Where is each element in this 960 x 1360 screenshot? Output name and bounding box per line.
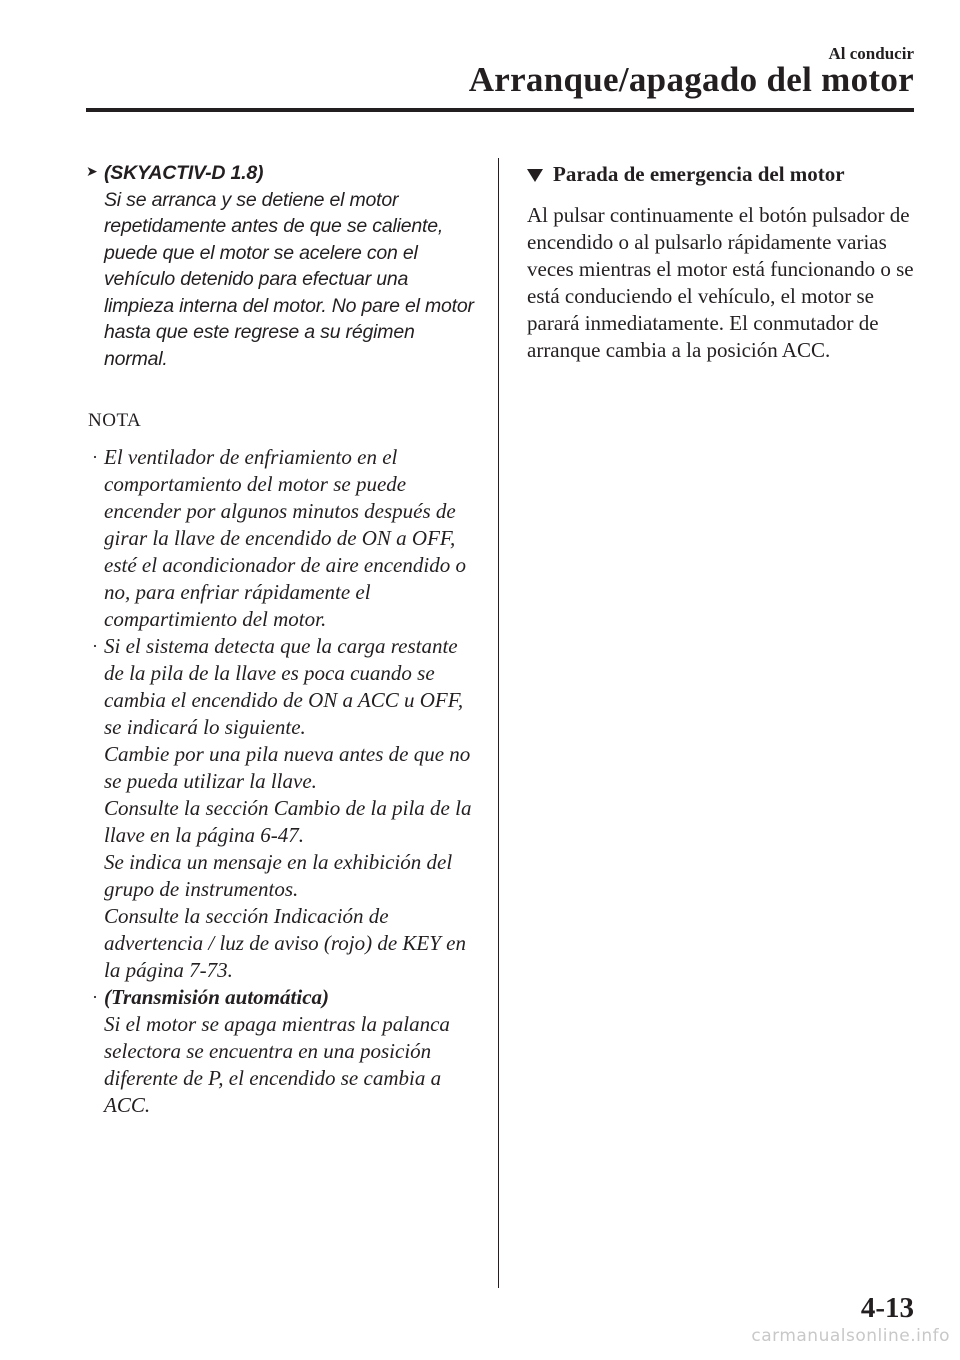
section-heading — [527, 162, 917, 187]
note-content — [104, 444, 482, 633]
warning-block — [86, 160, 482, 372]
note-item — [86, 984, 482, 1119]
left-column — [86, 160, 482, 1119]
header-section-label: Al conducir — [828, 44, 914, 63]
note-line: Consulte la sección Cambio de la pila de la llave en la página 6-47. — [104, 796, 472, 847]
page-title: Arranque/apagado del motor — [468, 60, 914, 99]
note-line: Consulte la sección Indicación de advertencia / luz de aviso (rojo) de KEY en la página 7-73. — [104, 904, 466, 982]
note-bold-line: (Transmisión automática) — [104, 985, 330, 1009]
note-content — [104, 984, 482, 1119]
down-triangle-icon — [527, 169, 543, 182]
note-content — [104, 633, 482, 984]
bullet-icon: · — [92, 447, 98, 467]
header-rule — [86, 108, 914, 112]
note-line: Si el sistema detecta que la carga restante de la pila de la llave es poca cuando se cambia el encendido de ON a ACC u OFF, se indicará lo siguiente. — [104, 634, 464, 739]
page-number: 4-13 — [860, 1292, 914, 1324]
note-item — [86, 633, 482, 984]
column-divider — [498, 158, 499, 1288]
arrowhead-right-icon: ➤ — [86, 164, 98, 180]
bullet-icon: · — [92, 987, 98, 1007]
note-line: Si el motor se apaga mientras la palanca selectora se encuentra en una posición diferente de P, el encendido se cambia a ACC. — [104, 1012, 450, 1117]
warning-body — [104, 160, 482, 372]
section-heading-text: Parada de emergencia del motor — [553, 162, 845, 186]
watermark: carmanualsonline.info — [751, 1326, 950, 1346]
bullet-icon: · — [92, 636, 98, 656]
note-line: Se indica un mensaje en la exhibición del grupo de instrumentos. — [104, 850, 453, 901]
note-line: El ventilador de enfriamiento en el comportamiento del motor se puede encender por algunos minutos después de girar la llave de encendido de ON a OFF, esté el acondicionador de aire encendido o no, para enfriar rápidamente el compartimiento del motor. — [104, 445, 466, 631]
note-list — [86, 444, 482, 1119]
right-column — [527, 160, 917, 364]
section-body: Al pulsar continuamente el botón pulsador de encendido o al pulsarlo rápidamente varias veces mientras el motor está funcionando o se está conduciendo el vehículo, el motor se parará inmediatamente. El conmutador de arranque cambia a la posición ACC. — [527, 203, 914, 362]
warning-text: Si se arranca y se detiene el motor repetidamente antes de que se caliente, puede que el motor se acelere con el vehículo detenido para efectuar una limpieza interna del motor. No pare el motor hasta que este regrese a su régimen normal. — [104, 188, 474, 370]
warning-heading: (SKYACTIV-D 1.8) — [104, 162, 264, 184]
note-item — [86, 444, 482, 633]
note-heading: NOTA — [88, 410, 142, 431]
note-line: Cambie por una pila nueva antes de que no se pueda utilizar la llave. — [104, 742, 471, 793]
